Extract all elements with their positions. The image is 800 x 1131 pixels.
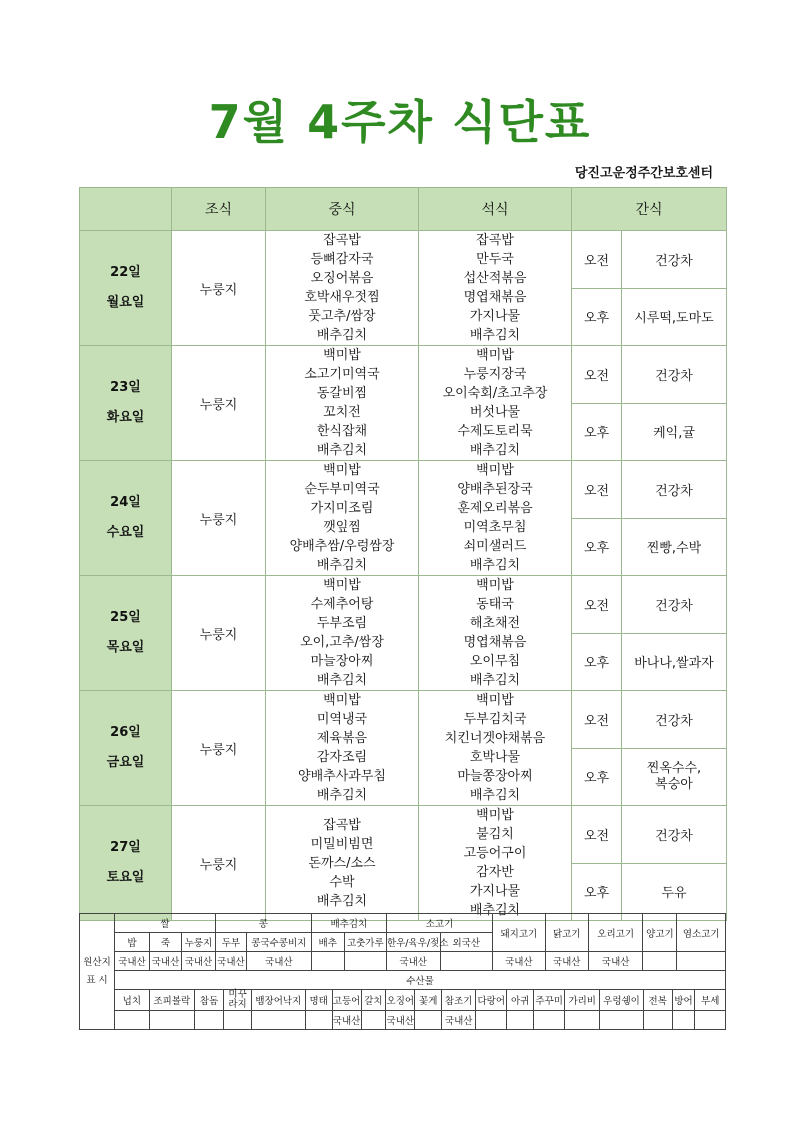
day-weekday: 화요일 — [106, 410, 145, 425]
origin-table — [79, 913, 726, 1030]
breakfast-cell: 누룽지 — [172, 806, 266, 921]
dinner-item: 배추김치 — [469, 903, 521, 918]
day-weekday: 토요일 — [106, 870, 145, 885]
dinner-item: 백미밥 — [476, 578, 514, 593]
day-row — [80, 231, 727, 289]
day-date: 23일 — [110, 380, 141, 395]
seafood-value — [305, 1011, 332, 1030]
dinner-cell — [419, 806, 572, 921]
seafood-value — [224, 1011, 252, 1030]
seafood-value — [695, 1011, 725, 1030]
pm-label: 오후 — [572, 633, 622, 691]
dinner-item: 동태국 — [476, 597, 514, 612]
day-label — [80, 346, 172, 461]
dinner-item: 가지나물 — [469, 884, 521, 899]
origin-value: 국내산 — [215, 952, 246, 971]
lunch-item: 마늘장아찌 — [310, 654, 374, 669]
pm-snack — [622, 748, 727, 806]
lunch-cell — [266, 691, 419, 806]
day-label — [80, 691, 172, 806]
dinner-item: 잡곡밥 — [476, 233, 514, 248]
header-snack: 간식 — [572, 188, 727, 231]
origin-sub-item: 누룽지 — [181, 933, 215, 952]
day-label — [80, 231, 172, 346]
seafood-item: 고등어 — [332, 990, 361, 1011]
origin-value-empty — [643, 952, 677, 971]
day-weekday: 금요일 — [106, 755, 145, 770]
dinner-item: 두부김치국 — [463, 712, 527, 727]
menu-table — [79, 187, 727, 921]
origin-chicken: 닭고기 — [545, 914, 588, 952]
seafood-item: 가리비 — [565, 990, 600, 1011]
pm-snack: 케익,귤 — [622, 403, 727, 461]
lunch-item: 양배추사과무침 — [298, 769, 386, 784]
dinner-item: 누룽지장국 — [463, 367, 527, 382]
am-snack: 건강차 — [622, 806, 727, 864]
origin-sub-item: 고춧가루 — [344, 933, 386, 952]
day-date: 24일 — [110, 495, 141, 510]
seafood-value — [600, 1011, 643, 1030]
pm-snack: 찐빵,수박 — [622, 518, 727, 576]
lunch-item: 동갈비찜 — [316, 386, 368, 401]
lunch-item: 배추김치 — [316, 558, 368, 573]
organization-name: 당진고운정주간보호센터 — [574, 166, 713, 181]
seafood-item: 오징어 — [386, 990, 415, 1011]
lunch-item: 오이,고추/쌈장 — [300, 635, 384, 650]
day-row — [80, 346, 727, 404]
header-lunch: 중식 — [266, 188, 419, 231]
am-label: 오전 — [572, 691, 622, 749]
seafood-item: 미꾸라지 — [224, 990, 252, 1011]
dinner-cell — [419, 576, 572, 691]
origin-label: 원산지 표 시 — [80, 914, 115, 1030]
seafood-item: 조피볼락 — [149, 990, 194, 1011]
origin-value-empty — [677, 952, 726, 971]
header-dinner: 석식 — [419, 188, 572, 231]
origin-value: 국내산 — [150, 952, 182, 971]
seafood-value: 국내산 — [386, 1011, 415, 1030]
lunch-cell — [266, 806, 419, 921]
dinner-item: 오이무침 — [469, 654, 521, 669]
origin-value: 국내산 — [545, 952, 588, 971]
dinner-item: 백미밥 — [476, 693, 514, 708]
day-label — [80, 461, 172, 576]
seafood-value — [415, 1011, 442, 1030]
origin-pork: 돼지고기 — [493, 914, 546, 952]
lunch-item: 한식잡채 — [316, 424, 368, 439]
dinner-item: 배추김치 — [469, 558, 521, 573]
am-label: 오전 — [572, 576, 622, 634]
lunch-item: 두부조림 — [316, 616, 368, 631]
seafood-item: 우렁쉥이 — [600, 990, 643, 1011]
lunch-item: 배추김치 — [316, 893, 368, 909]
pm-label: 오후 — [572, 403, 622, 461]
seafood-item: 부세 — [695, 990, 725, 1011]
seafood-value — [643, 1011, 672, 1030]
dinner-item: 백미밥 — [476, 348, 514, 363]
origin-sub-item: 밥 — [115, 933, 150, 952]
lunch-item: 소고기미역국 — [304, 367, 380, 382]
dinner-cell — [419, 231, 572, 346]
lunch-item: 배추김치 — [316, 328, 368, 343]
day-row — [80, 691, 727, 749]
seafood-item: 갈치 — [361, 990, 386, 1011]
origin-sub-item: 두부 — [215, 933, 246, 952]
am-snack: 건강차 — [622, 576, 727, 634]
seafood-item: 다랑어 — [476, 990, 507, 1011]
origin-value-empty — [344, 952, 386, 971]
origin-sub-item: 죽 — [150, 933, 182, 952]
lunch-item: 감자조림 — [316, 750, 368, 765]
origin-cat-rice: 쌀 — [115, 914, 216, 933]
seafood-value — [565, 1011, 600, 1030]
dinner-item: 양배추된장국 — [457, 482, 533, 497]
header-breakfast: 조식 — [172, 188, 266, 231]
pm-snack-line: 찐옥수수, — [646, 760, 702, 776]
am-snack: 건강차 — [622, 461, 727, 519]
origin-sub-item: 콩국수콩비지 — [246, 933, 311, 952]
origin-value-empty — [440, 952, 493, 971]
seafood-item: 방어 — [672, 990, 695, 1011]
lunch-item: 미역냉국 — [316, 712, 368, 727]
breakfast-cell: 누룽지 — [172, 576, 266, 691]
origin-sub-item: 외국산 — [440, 933, 493, 952]
seafood-value — [149, 1011, 194, 1030]
lunch-cell — [266, 346, 419, 461]
seafood-item: 넙치 — [115, 990, 149, 1011]
dinner-item: 마늘쫑장아찌 — [457, 769, 533, 784]
origin-cat-bean: 콩 — [215, 914, 311, 933]
seafood-value — [534, 1011, 565, 1030]
menu-body — [80, 231, 727, 921]
dinner-item: 배추김치 — [469, 328, 521, 343]
breakfast-cell: 누룽지 — [172, 691, 266, 806]
dinner-item: 치킨너겟야채볶음 — [444, 731, 546, 746]
seafood-item: 아귀 — [507, 990, 534, 1011]
lunch-item: 순두부미역국 — [304, 482, 380, 497]
lunch-item: 잡곡밥 — [323, 817, 361, 833]
seafood-value — [115, 1011, 149, 1030]
day-label — [80, 576, 172, 691]
dinner-item: 수제도토리묵 — [457, 424, 533, 439]
origin-seafood-label: 수산물 — [115, 971, 726, 990]
pm-snack: 두유 — [622, 863, 727, 921]
seafood-item: 뱀장어낙지 — [251, 990, 305, 1011]
pm-snack: 바나나,쌀과자 — [622, 633, 727, 691]
dinner-item: 버섯나물 — [469, 405, 521, 420]
day-weekday: 목요일 — [106, 640, 145, 655]
lunch-item: 돈까스/소스 — [308, 855, 376, 871]
breakfast-cell: 누룽지 — [172, 461, 266, 576]
dinner-item: 명엽채볶음 — [463, 290, 527, 305]
am-label: 오전 — [572, 806, 622, 864]
am-label: 오전 — [572, 346, 622, 404]
origin-seafood-cell — [115, 990, 726, 1030]
lunch-item: 배추김치 — [316, 673, 368, 688]
origin-sub-item: 한우/육우/젖소 — [386, 933, 440, 952]
seafood-value — [251, 1011, 305, 1030]
am-label: 오전 — [572, 461, 622, 519]
lunch-item: 백미밥 — [323, 578, 361, 593]
origin-value: 국내산 — [588, 952, 643, 971]
am-label: 오전 — [572, 231, 622, 289]
origin-value: 국내산 — [181, 952, 215, 971]
lunch-item: 호박새우젓찜 — [304, 290, 380, 305]
dinner-item: 백미밥 — [476, 463, 514, 478]
dinner-item: 쇠미샐러드 — [463, 539, 527, 554]
seafood-item: 주꾸미 — [534, 990, 565, 1011]
dinner-item: 불김치 — [476, 827, 514, 842]
pm-label: 오후 — [572, 863, 622, 921]
am-snack: 건강차 — [622, 231, 727, 289]
lunch-item: 수박 — [329, 874, 355, 890]
lunch-item: 양배추쌈/우렁쌈장 — [289, 539, 395, 554]
am-snack: 건강차 — [622, 346, 727, 404]
origin-value: 국내산 — [246, 952, 311, 971]
seafood-value — [476, 1011, 507, 1030]
pm-label: 오후 — [572, 518, 622, 576]
breakfast-cell: 누룽지 — [172, 231, 266, 346]
day-weekday: 수요일 — [106, 525, 145, 540]
pm-snack: 시루떡,도마도 — [622, 288, 727, 346]
lunch-item: 배추김치 — [316, 443, 368, 458]
seafood-value: 국내산 — [442, 1011, 476, 1030]
dinner-item: 백미밥 — [476, 808, 514, 823]
dinner-item: 만두국 — [476, 252, 514, 267]
pm-label: 오후 — [572, 288, 622, 346]
lunch-cell — [266, 576, 419, 691]
dinner-item: 고등어구이 — [463, 846, 527, 861]
lunch-item: 풋고추/쌈장 — [308, 309, 376, 324]
origin-cat-beef: 소고기 — [386, 914, 492, 933]
seafood-value — [361, 1011, 386, 1030]
dinner-cell — [419, 461, 572, 576]
day-row — [80, 576, 727, 634]
origin-sub-item: 배추 — [311, 933, 344, 952]
dinner-item: 가지나물 — [469, 309, 521, 324]
day-row — [80, 461, 727, 519]
day-date: 27일 — [110, 840, 141, 855]
seafood-value: 국내산 — [332, 1011, 361, 1030]
seafood-item: 꽃게 — [415, 990, 442, 1011]
origin-value: 국내산 — [386, 952, 440, 971]
lunch-cell — [266, 461, 419, 576]
dinner-cell — [419, 346, 572, 461]
dinner-item: 오이숙회/초고추장 — [442, 386, 548, 401]
origin-value: 국내산 — [493, 952, 546, 971]
pm-label: 오후 — [572, 748, 622, 806]
dinner-item: 배추김치 — [469, 788, 521, 803]
lunch-item: 수제추어탕 — [310, 597, 374, 612]
origin-lamb: 양고기 — [643, 914, 677, 952]
lunch-cell — [266, 231, 419, 346]
origin-value-empty — [311, 952, 344, 971]
lunch-item: 백미밥 — [323, 693, 361, 708]
dinner-item: 훈제오리볶음 — [457, 501, 533, 516]
origin-goat: 염소고기 — [677, 914, 726, 952]
dinner-item: 섭산적볶음 — [463, 271, 527, 286]
dinner-item: 호박나물 — [469, 750, 521, 765]
dinner-item: 배추김치 — [469, 673, 521, 688]
seafood-value — [507, 1011, 534, 1030]
seafood-item: 전복 — [643, 990, 672, 1011]
lunch-item: 오징어볶음 — [310, 271, 374, 286]
day-weekday: 월요일 — [106, 295, 145, 310]
lunch-item: 깻잎찜 — [323, 520, 361, 535]
day-date: 26일 — [110, 725, 141, 740]
seafood-item: 명태 — [305, 990, 332, 1011]
lunch-item: 등뼈감자국 — [310, 252, 374, 267]
dinner-item: 명엽채볶음 — [463, 635, 527, 650]
menu-header-row — [80, 188, 727, 231]
seafood-item: 참돔 — [195, 990, 224, 1011]
dinner-item: 해초채전 — [469, 616, 521, 631]
corner-cell — [80, 188, 172, 231]
seafood-table — [115, 990, 725, 1029]
origin-cat-kimchi: 배추김치 — [311, 914, 386, 933]
breakfast-cell: 누룽지 — [172, 346, 266, 461]
day-row — [80, 806, 727, 864]
origin-value: 국내산 — [115, 952, 150, 971]
seafood-value — [195, 1011, 224, 1030]
seafood-value — [672, 1011, 695, 1030]
lunch-item: 제육볶음 — [316, 731, 368, 746]
lunch-item: 꼬치전 — [323, 405, 361, 420]
lunch-item: 백미밥 — [323, 348, 361, 363]
am-snack: 건강차 — [622, 691, 727, 749]
pm-snack-line: 복숭아 — [655, 776, 693, 792]
lunch-item: 백미밥 — [323, 463, 361, 478]
page-title: 7월 4주차 식단표 — [208, 95, 592, 149]
origin-duck: 오리고기 — [588, 914, 643, 952]
lunch-item: 미밀비빔면 — [310, 836, 374, 852]
lunch-item: 잡곡밥 — [323, 233, 361, 248]
lunch-item: 배추김치 — [316, 788, 368, 803]
lunch-item: 가지미조림 — [310, 501, 374, 516]
seafood-item: 참조기 — [442, 990, 476, 1011]
dinner-item: 미역초무침 — [463, 520, 527, 535]
dinner-item: 감자반 — [476, 865, 514, 880]
dinner-item: 배추김치 — [469, 443, 521, 458]
day-date: 22일 — [110, 265, 141, 280]
dinner-cell — [419, 691, 572, 806]
day-label — [80, 806, 172, 921]
day-date: 25일 — [110, 610, 141, 625]
